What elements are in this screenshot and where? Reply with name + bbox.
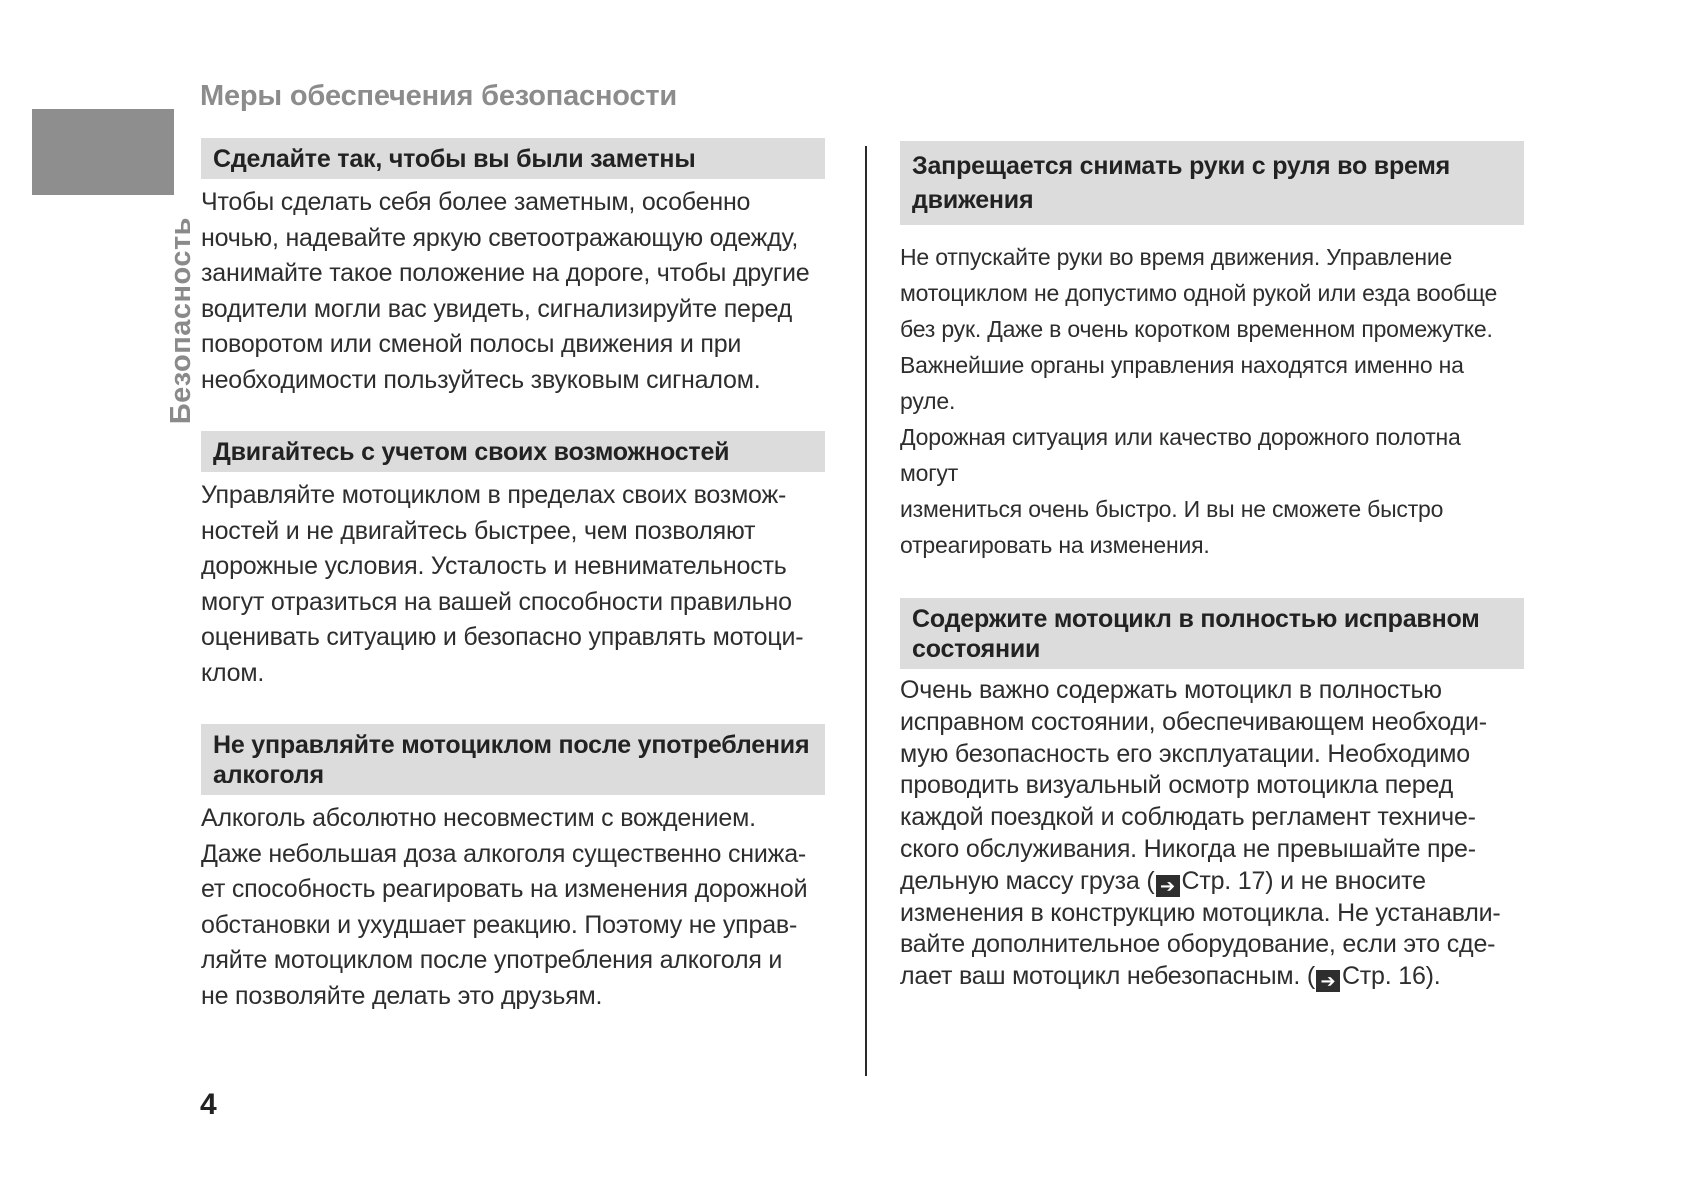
ref-suffix: ). <box>1425 962 1441 991</box>
body-line: ского обслуживания. Никогда не превышайте пре- <box>900 834 1476 863</box>
body-line: занимайте такое положение на дороге, чтобы другие <box>201 259 810 287</box>
body-line: измениться очень быстро. И вы не сможете быстро <box>900 496 1444 522</box>
body-line: Алкоголь абсолютно несовместим с вождением. <box>201 804 756 832</box>
body-line: отреагировать на изменения. <box>900 532 1210 558</box>
section-body <box>900 675 1524 993</box>
body-line: водители могли вас увидеть, сигнализируйте перед <box>201 294 792 323</box>
body-line: Очень важно содержать мотоцикл в полностью <box>900 676 1442 704</box>
body-line: вайте дополнительное оборудование, если это сде- <box>900 930 1496 959</box>
body-line: мую безопасность его эксплуатации. Необходимо <box>900 739 1470 768</box>
page-reference-link[interactable]: Стр. 17 <box>1181 866 1266 895</box>
section-abilities <box>201 431 825 691</box>
section-heading: Сделайте так, чтобы вы были заметны <box>201 138 825 179</box>
body-line: Не отпускайте руки во время движения. Управление <box>900 244 1453 270</box>
ref-suffix: ) и не вносите <box>1265 866 1426 895</box>
body-line: не позволяйте делать это друзьям. <box>201 981 603 1010</box>
section-body <box>201 185 825 398</box>
body-line: ностей и не двигайтесь быстрее, чем позволяют <box>201 516 756 545</box>
body-line: Чтобы сделать себя более заметным, особенно <box>201 188 751 216</box>
body-line: необходимости пользуйтесь звуковым сигналом. <box>201 365 761 394</box>
heading-line: алкоголя <box>213 761 324 789</box>
body-line-with-ref <box>900 961 1524 993</box>
heading-line: движения <box>912 186 1034 214</box>
ref-prefix: лает ваш мотоцикл небезопасным. ( <box>900 962 1315 991</box>
left-column <box>201 138 825 1014</box>
section-body <box>900 239 1524 563</box>
ref-prefix: дельную массу груза ( <box>900 866 1155 895</box>
heading-line: Запрещается снимать руки с руля во время <box>912 152 1451 180</box>
body-line: ляйте мотоциклом после употребления алкоголя и <box>201 946 783 974</box>
body-line: оценивать ситуацию и безопасно управлять мотоци- <box>201 623 804 651</box>
body-line: ночью, надевайте яркую светоотражающую одежду, <box>201 223 799 252</box>
section-tab-marker <box>32 109 174 195</box>
body-line: Управляйте мотоциклом в пределах своих возмож- <box>201 481 787 509</box>
section-heading: Двигайтесь с учетом своих возможностей <box>201 431 825 472</box>
section-body <box>201 478 825 691</box>
page-number: 4 <box>200 1088 217 1121</box>
section-side-label: Безопасность <box>165 217 197 425</box>
heading-line: Содержите мотоцикл в полностью исправном <box>912 605 1480 633</box>
section-hands-on-handlebar <box>900 141 1524 563</box>
body-line: клом. <box>201 658 265 687</box>
arrow-right-icon: ➔ <box>1316 970 1340 992</box>
body-line: проводить визуальный осмотр мотоцикла перед <box>900 771 1454 800</box>
section-visibility <box>201 138 825 398</box>
heading-line: Не управляйте мотоциклом после употребления <box>213 731 810 759</box>
section-alcohol <box>201 724 825 1014</box>
running-title: Меры обеспечения безопасности <box>200 80 677 112</box>
body-line: исправном состоянии, обеспечивающем необходи- <box>900 707 1487 736</box>
page-reference-link[interactable]: Стр. 16 <box>1341 962 1426 991</box>
body-line: каждой поездкой и соблюдать регламент техниче- <box>900 803 1476 832</box>
body-line: обстановки и ухудшает реакцию. Поэтому не управ- <box>201 910 798 939</box>
body-line-with-ref <box>900 866 1524 898</box>
heading-line: состоянии <box>912 635 1041 663</box>
body-line: Даже небольшая доза алкоголя существенно снижа- <box>201 839 807 868</box>
column-divider <box>865 146 867 1076</box>
body-line: поворотом или сменой полосы движения и при <box>201 330 742 358</box>
body-line: Важнейшие органы управления находятся именно на руле. <box>900 352 1464 414</box>
body-line: изменения в конструкцию мотоцикла. Не устанавли- <box>900 898 1501 927</box>
body-line: Дорожная ситуация или качество дорожного полотна могут <box>900 424 1461 486</box>
body-line: мотоциклом не допустимо одной рукой или езда вообще <box>900 280 1498 306</box>
right-column <box>900 141 1524 993</box>
section-maintenance <box>900 598 1524 993</box>
section-body <box>201 801 825 1014</box>
body-line: могут отразиться на вашей способности правильно <box>201 587 792 616</box>
body-line: дорожные условия. Усталость и невнимательность <box>201 552 787 580</box>
arrow-right-icon: ➔ <box>1156 875 1180 897</box>
section-heading <box>900 598 1524 669</box>
body-line: без рук. Даже в очень коротком временном промежутке. <box>900 316 1493 342</box>
body-line: ет способность реагировать на изменения дорожной <box>201 875 808 903</box>
section-heading <box>201 724 825 795</box>
section-heading <box>900 141 1524 225</box>
